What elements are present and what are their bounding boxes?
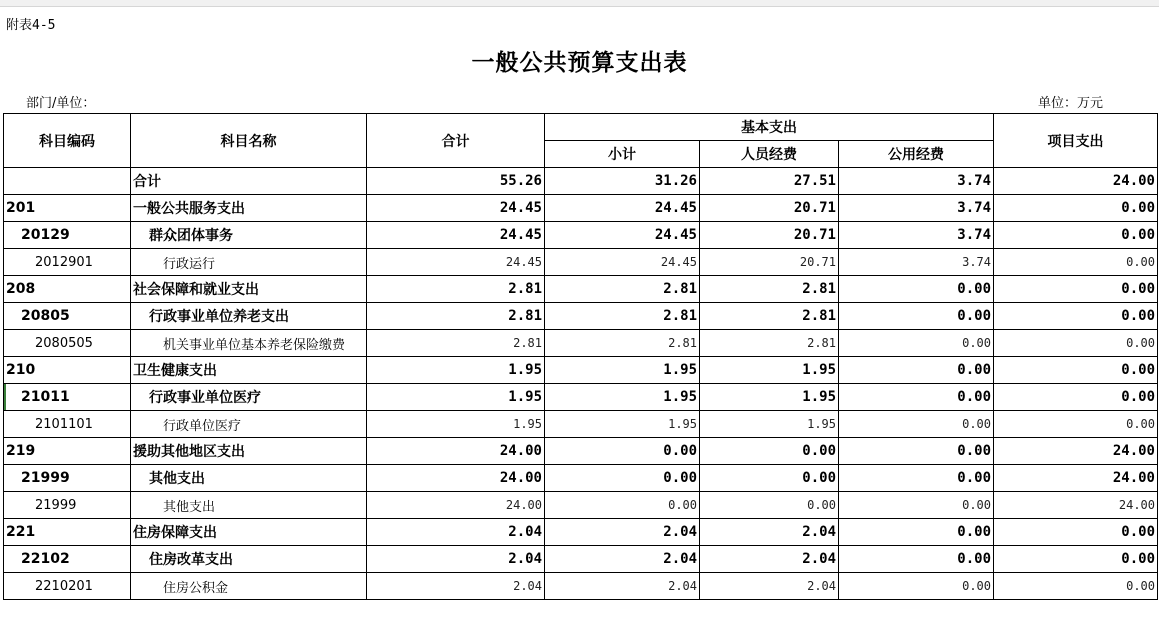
table-row <box>4 384 1158 411</box>
unit-label: 单位：万元 <box>1038 96 1104 111</box>
cell-subtotal[interactable]: 0.00 <box>545 438 700 465</box>
cell-personnel[interactable]: 20.71 <box>700 249 839 276</box>
cell-name[interactable]: 其他支出 <box>131 465 367 492</box>
cell-total[interactable]: 1.95 <box>367 384 545 411</box>
cell-subtotal[interactable]: 2.04 <box>545 546 700 573</box>
cell-personnel[interactable]: 1.95 <box>700 384 839 411</box>
cell-code[interactable] <box>4 168 131 195</box>
table-row <box>4 573 1158 600</box>
cell-project[interactable]: 0.00 <box>994 222 1158 249</box>
cell-subtotal[interactable]: 2.81 <box>545 303 700 330</box>
cell-total[interactable]: 24.45 <box>367 195 545 222</box>
cell-public[interactable]: 3.74 <box>839 249 994 276</box>
table-row <box>4 519 1158 546</box>
cell-project[interactable]: 0.00 <box>994 195 1158 222</box>
cell-code[interactable]: 2012901 <box>4 249 131 276</box>
page-title: 一般公共预算支出表 <box>471 50 688 76</box>
cell-name[interactable]: 一般公共服务支出 <box>131 195 367 222</box>
cell-code[interactable]: 208 <box>4 276 131 303</box>
cell-public[interactable]: 0.00 <box>839 384 994 411</box>
cell-project[interactable]: 0.00 <box>994 384 1158 411</box>
cell-subtotal[interactable]: 0.00 <box>545 492 700 519</box>
cell-total[interactable]: 1.95 <box>367 411 545 438</box>
cell-subtotal[interactable]: 2.81 <box>545 330 700 357</box>
cell-subtotal[interactable]: 2.04 <box>545 519 700 546</box>
cell-project[interactable]: 0.00 <box>994 411 1158 438</box>
cell-subtotal[interactable]: 2.04 <box>545 573 700 600</box>
column-header-strip <box>0 0 1159 7</box>
table-row <box>4 465 1158 492</box>
cell-public[interactable]: 0.00 <box>839 330 994 357</box>
cell-name[interactable]: 住房保障支出 <box>131 519 367 546</box>
cell-personnel[interactable]: 2.81 <box>700 303 839 330</box>
table-row <box>4 546 1158 573</box>
cell-total[interactable]: 1.95 <box>367 357 545 384</box>
cell-name[interactable]: 其他支出 <box>131 492 367 519</box>
cell-personnel[interactable]: 0.00 <box>700 492 839 519</box>
budget-table <box>3 113 1158 600</box>
cell-total[interactable]: 24.00 <box>367 492 545 519</box>
cell-subtotal[interactable]: 1.95 <box>545 411 700 438</box>
cell-total[interactable]: 2.04 <box>367 519 545 546</box>
cell-name[interactable]: 群众团体事务 <box>131 222 367 249</box>
cell-project[interactable]: 0.00 <box>994 330 1158 357</box>
cell-total[interactable]: 2.04 <box>367 546 545 573</box>
cell-personnel[interactable]: 2.81 <box>700 276 839 303</box>
cell-personnel[interactable]: 1.95 <box>700 357 839 384</box>
cell-name[interactable]: 行政单位医疗 <box>131 411 367 438</box>
cell-name[interactable]: 卫生健康支出 <box>131 357 367 384</box>
cell-total[interactable]: 24.00 <box>367 465 545 492</box>
header-basic[interactable]: 基本支出 <box>545 114 994 141</box>
department-label: 部门/单位： <box>26 96 96 111</box>
cell-public[interactable]: 0.00 <box>839 519 994 546</box>
cell-personnel[interactable]: 20.71 <box>700 222 839 249</box>
cell-code[interactable]: 219 <box>4 438 131 465</box>
cell-name[interactable]: 行政运行 <box>131 249 367 276</box>
cell-personnel[interactable]: 27.51 <box>700 168 839 195</box>
cell-public[interactable]: 0.00 <box>839 438 994 465</box>
header-project[interactable]: 项目支出 <box>994 114 1158 168</box>
cell-code[interactable]: 210 <box>4 357 131 384</box>
header-code[interactable]: 科目编码 <box>4 114 131 168</box>
cell-code[interactable]: 2080505 <box>4 330 131 357</box>
header-subtotal[interactable]: 小计 <box>545 141 700 168</box>
cell-name[interactable]: 行政事业单位医疗 <box>131 384 367 411</box>
cell-public[interactable]: 3.74 <box>839 195 994 222</box>
cell-personnel[interactable]: 2.04 <box>700 546 839 573</box>
table-row <box>4 438 1158 465</box>
header-total[interactable]: 合计 <box>367 114 545 168</box>
table-row <box>4 411 1158 438</box>
cell-total[interactable]: 24.45 <box>367 249 545 276</box>
cell-subtotal[interactable]: 1.95 <box>545 357 700 384</box>
cell-public[interactable]: 0.00 <box>839 357 994 384</box>
cell-public[interactable]: 0.00 <box>839 276 994 303</box>
cell-total[interactable]: 55.26 <box>367 168 545 195</box>
cell-code[interactable]: 2101101 <box>4 411 131 438</box>
cell-project[interactable]: 24.00 <box>994 492 1158 519</box>
cell-code[interactable]: 2210201 <box>4 573 131 600</box>
cell-public[interactable]: 0.00 <box>839 573 994 600</box>
cell-name[interactable]: 住房改革支出 <box>131 546 367 573</box>
cell-total[interactable]: 2.81 <box>367 276 545 303</box>
cell-subtotal[interactable]: 24.45 <box>545 195 700 222</box>
cell-code-selected[interactable]: 21011 <box>4 384 131 411</box>
table-row <box>4 330 1158 357</box>
table-row <box>4 195 1158 222</box>
table-row <box>4 222 1158 249</box>
cell-public[interactable]: 0.00 <box>839 492 994 519</box>
cell-personnel[interactable]: 2.04 <box>700 519 839 546</box>
cell-subtotal[interactable]: 1.95 <box>545 384 700 411</box>
header-personnel[interactable]: 人员经费 <box>700 141 839 168</box>
attachment-label: 附表4-5 <box>6 18 56 33</box>
cell-subtotal[interactable]: 0.00 <box>545 465 700 492</box>
cell-name[interactable]: 机关事业单位基本养老保险缴费 <box>131 330 367 357</box>
header-name[interactable]: 科目名称 <box>131 114 367 168</box>
cell-subtotal[interactable]: 2.81 <box>545 276 700 303</box>
cell-code[interactable]: 201 <box>4 195 131 222</box>
cell-personnel[interactable]: 20.71 <box>700 195 839 222</box>
cell-total[interactable]: 2.81 <box>367 330 545 357</box>
cell-project[interactable]: 0.00 <box>994 573 1158 600</box>
cell-code[interactable]: 21999 <box>4 492 131 519</box>
cell-public[interactable]: 0.00 <box>839 411 994 438</box>
cell-personnel[interactable]: 0.00 <box>700 465 839 492</box>
table-row <box>4 249 1158 276</box>
cell-public[interactable]: 0.00 <box>839 465 994 492</box>
cell-name[interactable]: 住房公积金 <box>131 573 367 600</box>
cell-code[interactable]: 221 <box>4 519 131 546</box>
cell-project[interactable]: 0.00 <box>994 546 1158 573</box>
cell-total[interactable]: 2.04 <box>367 573 545 600</box>
cell-project[interactable]: 0.00 <box>994 276 1158 303</box>
cell-total[interactable]: 24.45 <box>367 222 545 249</box>
cell-personnel[interactable]: 2.04 <box>700 573 839 600</box>
table-row <box>4 168 1158 195</box>
cell-personnel[interactable]: 0.00 <box>700 438 839 465</box>
cell-project[interactable]: 24.00 <box>994 465 1158 492</box>
cell-public[interactable]: 0.00 <box>839 546 994 573</box>
cell-project[interactable]: 0.00 <box>994 357 1158 384</box>
cell-code[interactable]: 20129 <box>4 222 131 249</box>
table-row <box>4 492 1158 519</box>
cell-project[interactable]: 0.00 <box>994 303 1158 330</box>
table-row <box>4 303 1158 330</box>
cell-code[interactable]: 22102 <box>4 546 131 573</box>
cell-total[interactable]: 24.00 <box>367 438 545 465</box>
cell-name[interactable]: 援助其他地区支出 <box>131 438 367 465</box>
cell-name[interactable]: 合计 <box>131 168 367 195</box>
cell-project[interactable]: 24.00 <box>994 438 1158 465</box>
header-public[interactable]: 公用经费 <box>839 141 994 168</box>
cell-public[interactable]: 3.74 <box>839 222 994 249</box>
cell-code[interactable]: 21999 <box>4 465 131 492</box>
cell-project[interactable]: 24.00 <box>994 168 1158 195</box>
table-row <box>4 276 1158 303</box>
cell-total[interactable]: 2.81 <box>367 303 545 330</box>
cell-subtotal[interactable]: 31.26 <box>545 168 700 195</box>
cell-subtotal[interactable]: 24.45 <box>545 222 700 249</box>
table-row <box>4 357 1158 384</box>
cell-name[interactable]: 社会保障和就业支出 <box>131 276 367 303</box>
cell-personnel[interactable]: 1.95 <box>700 411 839 438</box>
cell-project[interactable]: 0.00 <box>994 519 1158 546</box>
cell-public[interactable]: 0.00 <box>839 303 994 330</box>
cell-personnel[interactable]: 2.81 <box>700 330 839 357</box>
cell-project[interactable]: 0.00 <box>994 249 1158 276</box>
cell-subtotal[interactable]: 24.45 <box>545 249 700 276</box>
cell-name[interactable]: 行政事业单位养老支出 <box>131 303 367 330</box>
cell-code[interactable]: 20805 <box>4 303 131 330</box>
cell-public[interactable]: 3.74 <box>839 168 994 195</box>
